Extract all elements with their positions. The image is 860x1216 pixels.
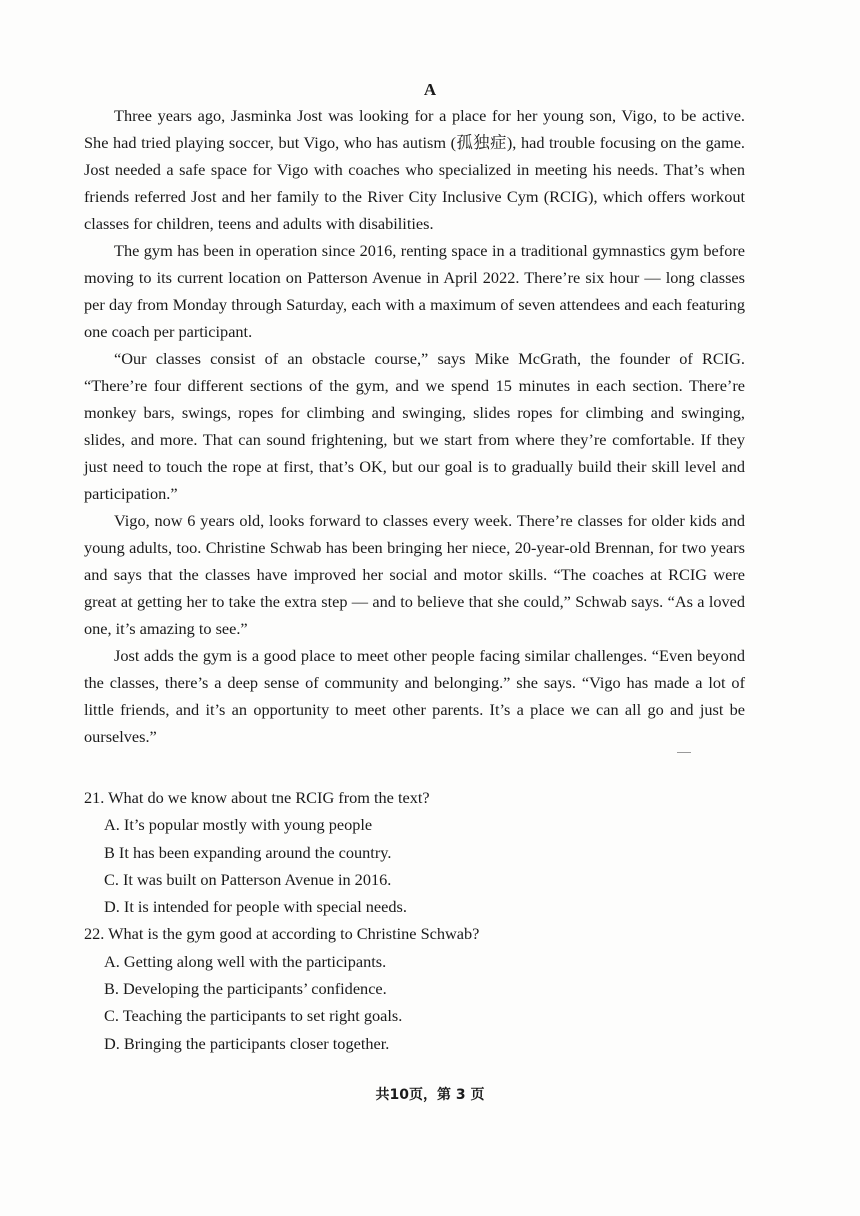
- option-a: A. It’s popular mostly with young people: [104, 815, 373, 835]
- passage-paragraph-3: “Our classes consist of an obstacle course,” says Mike McGrath, the founder of RCIG. “There’re four different sections of the gym, and we spend 15 minutes in each section. There’re monkey bars, swings, ropes for climbing and swinging, slides ropes for climbing and swinging, slides, and more. That can sound frightening, but we start from where they’re comfortable. If they just need to touch the rope at first, that’s OK, but our goal is to gradually build their skill level and participation.”: [84, 349, 745, 503]
- scan-mark: [677, 752, 691, 753]
- question-stem: 21. What do we know about tne RCIG from the text?: [84, 788, 430, 807]
- option-b: B It has been expanding around the country.: [104, 842, 392, 862]
- passage-paragraph-4: Vigo, now 6 years old, looks forward to classes every week. There’re classes for older kids and young adults, too. Christine Schwab has been bringing her niece, 20-year-old Brennan, for two years and says that the classes have improved her social and motor skills. “The coaches at RCIG were great at getting her to take the extra step — and to believe that she could,” Schwab says. “As a loved one, it’s amazing to see.”: [84, 511, 745, 638]
- passage-paragraph-1: Three years ago, Jasminka Jost was looking for a place for her young son, Vigo, to be active. She had tried playing soccer, but Vigo, who has autism (孤独症), had trouble focusing on the game. Jost needed a safe space for Vigo with coaches who specialized in meeting his needs. That’s when friends referred Jost and her family to the River City Inclusive Cym (RCIG), which offers workout classes for children, teens and adults with disabilities.: [84, 106, 745, 233]
- question-list: [84, 784, 745, 1057]
- question-22: [84, 920, 745, 1056]
- option-d: D. Bringing the participants closer together.: [104, 1033, 390, 1053]
- page-footer: 共10页，第 3 页: [375, 1087, 485, 1103]
- section-heading: A: [423, 80, 437, 99]
- option-a: A. Getting along well with the participants.: [104, 951, 387, 971]
- reading-passage: [84, 102, 745, 750]
- option-b: B. Developing the participants’ confidence.: [104, 979, 387, 999]
- passage-paragraph-5: Jost adds the gym is a good place to meet other people facing similar challenges. “Even beyond the classes, there’s a deep sense of community and belonging.” she says. “Vigo has made a lot of little friends, and it’s an opportunity to meet other parents. It’s a place we can all go and just be ourselves.”: [84, 646, 745, 746]
- passage-paragraph-2: The gym has been in operation since 2016, renting space in a traditional gymnastics gym before moving to its current location on Patterson Avenue in April 2022. There’re six hour — long classes per day from Monday through Saturday, each with a maximum of seven attendees and each featuring one coach per participant.: [84, 241, 745, 341]
- question-21: [84, 784, 745, 920]
- option-d: D. It is intended for people with special needs.: [104, 897, 407, 917]
- question-stem: 22. What is the gym good at according to Christine Schwab?: [84, 924, 480, 944]
- option-c: C. It was built on Patterson Avenue in 2016.: [104, 869, 392, 889]
- option-c: C. Teaching the participants to set right goals.: [104, 1006, 403, 1026]
